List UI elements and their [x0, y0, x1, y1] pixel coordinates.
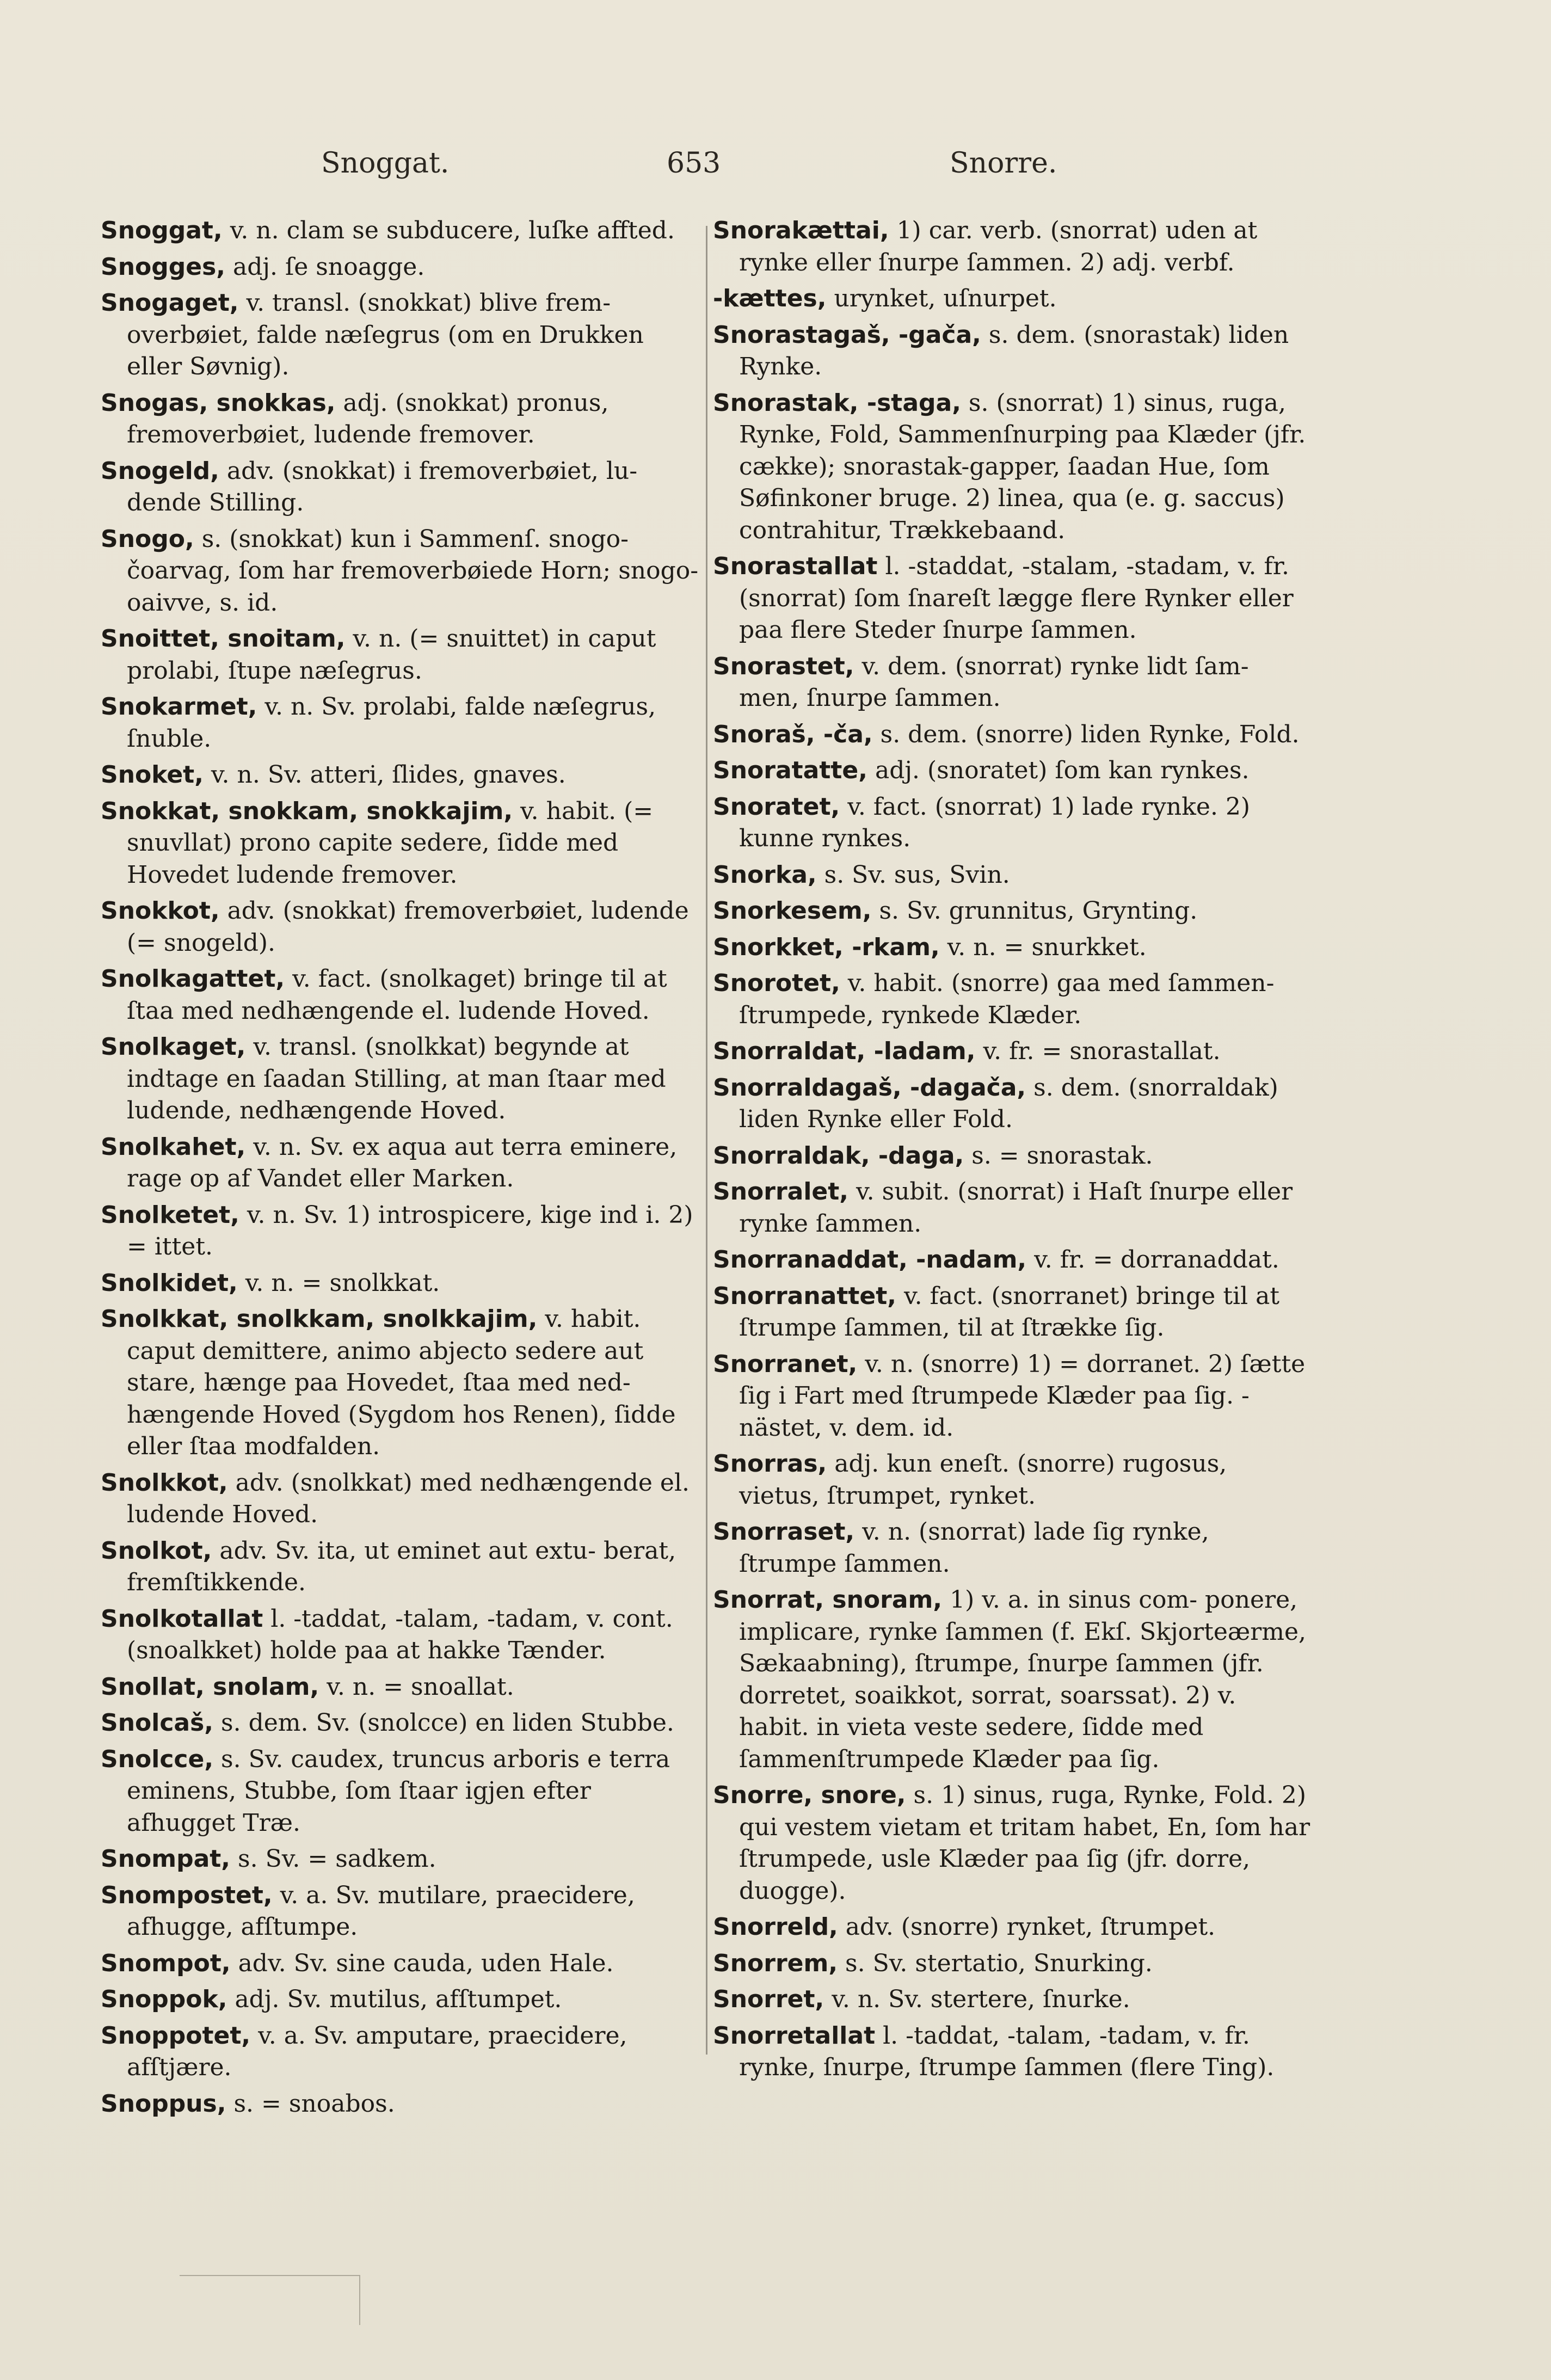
entry-definition: adv. Sv. ita, ut eminet aut extu- berat, fremſtikkende.	[127, 1536, 676, 1596]
entry-definition: s. 1) sinus, ruga, Rynke, Fold. 2) qui vestem vietam et tritam habet, En, ſom har ſtrumpede, usle Klæder paa ſig (jfr. dorre, duogge).	[739, 1781, 1310, 1905]
entry-headword: Snorkesem,	[713, 897, 872, 925]
dictionary-entry	[101, 524, 699, 619]
dictionary-entry	[101, 1268, 699, 1300]
column-divider	[706, 226, 707, 2055]
dictionary-entry	[101, 1671, 699, 1703]
entry-headword: Snorrem,	[713, 1949, 838, 1977]
entry-definition: v. habit. (snorre) gaa med ſammen- ſtrumpede, rynkede Klæder.	[739, 969, 1275, 1029]
entry-definition: v. n. Sv. stertere, ſnurke.	[832, 1985, 1130, 2013]
entry-headword: Snogas, snokkas,	[101, 389, 336, 417]
entry-definition: v. dem. (snorrat) rynke lidt ſam- men, ſnurpe ſammen.	[739, 652, 1249, 712]
entry-definition: l. -staddat, -stalam, -stadam, v. fr. (snorrat) ſom ſnareſt lægge flere Rynker eller paa flere Steder ſnurpe ſammen.	[739, 552, 1294, 644]
dictionary-entry	[713, 1176, 1312, 1240]
dictionary-entry	[713, 1984, 1312, 2016]
entry-definition: v. n. clam se subducere, luſke affted.	[230, 217, 675, 244]
entry-definition: v. n. = snolkkat.	[245, 1269, 440, 1297]
dictionary-entry	[101, 1200, 699, 1263]
entry-headword: Snogeld,	[101, 457, 219, 485]
entry-definition: v. fact. (snolkaget) bringe til at ſtaa med nedhængende el. ludende Hoved.	[127, 965, 667, 1025]
entry-headword: Snorastet,	[713, 652, 854, 680]
entry-headword: Snoppus,	[101, 2089, 226, 2118]
dictionary-entry	[101, 1707, 699, 1739]
entry-definition: 1) car. verb. (snorrat) uden at rynke eller ſnurpe ſammen. 2) adj. verbf.	[739, 217, 1258, 276]
entry-headword: Snorka,	[713, 860, 817, 889]
entry-definition: adv. (snokkat) i fremoverbøiet, lu- dende Stilling.	[127, 457, 638, 516]
dictionary-entry	[713, 283, 1312, 315]
dictionary-entry	[101, 1843, 699, 1875]
entry-definition: s. (snorrat) 1) sinus, ruga, Rynke, Fold, Sammenſnurping paa Klæder (jfr. cække); snorastak-gapper, ſaadan Hue, ſom Søfinkoner bruge. 2) linea, qua (e. g. saccus) contrahitur, Trækkebaand.	[739, 389, 1306, 544]
entry-definition: s. dem. (snorre) liden Rynke, Fold.	[880, 720, 1300, 748]
entry-headword: Snoraš, -ča,	[713, 720, 873, 748]
entry-headword: Snorastagaš, -gača,	[713, 321, 981, 349]
entry-definition: v. n. = snoallat.	[327, 1672, 514, 1701]
entry-headword: Snoket,	[101, 761, 204, 789]
entry-headword: Snorranet,	[713, 1350, 858, 1378]
entry-headword: Snorraset,	[713, 1518, 855, 1546]
entry-definition: v. fr. = snorastallat.	[983, 1037, 1221, 1065]
entry-headword: Snorrat, snoram,	[713, 1586, 943, 1614]
entry-headword: Snorraldagaš, -dagača,	[713, 1073, 1026, 1102]
entry-headword: Snoppok,	[101, 1985, 227, 2013]
entry-definition: l. -taddat, -talam, -tadam, v. fr. rynke, ſnurpe, ſtrumpe ſammen (flere Ting).	[739, 2021, 1275, 2081]
entry-definition: v. n. Sv. prolabi, falde næſegrus, ſnuble.	[127, 693, 656, 753]
entry-definition: 1) v. a. in sinus com- ponere, implicare, rynke ſammen (f. Ekſ. Skjorteærme, Sækaabning), ſtrumpe, ſnurpe ſammen (jfr. dorretet, soaikkot, sorrat, soarssat). 2) v. habit. in vieta veste sedere, ſidde med ſammenſtrumpede Klæder paa ſig.	[739, 1586, 1306, 1773]
dictionary-entry	[101, 1984, 699, 2016]
entry-headword: Snolcce,	[101, 1745, 214, 1773]
dictionary-entry	[101, 963, 699, 1027]
left-column	[101, 215, 699, 2124]
dictionary-entry	[713, 1516, 1312, 1580]
dictionary-entry	[101, 1948, 699, 1980]
entry-headword: Snollat, snolam,	[101, 1672, 319, 1701]
entry-headword: Snorreld,	[713, 1913, 838, 1941]
dictionary-entry	[713, 651, 1312, 715]
entry-headword: Snolketet,	[101, 1201, 239, 1229]
entry-headword: Snompat,	[101, 1845, 231, 1873]
entry-definition: s. = snoabos.	[233, 2089, 395, 2118]
entry-definition: v. fr. = dorranaddat.	[1034, 1246, 1279, 1274]
dictionary-entry	[101, 2088, 699, 2120]
dictionary-entry	[101, 215, 699, 247]
entry-headword: Snoppotet,	[101, 2021, 251, 2050]
entry-definition: l. -taddat, -talam, -tadam, v. cont. (snoalkket) holde paa at hakke Tænder.	[127, 1604, 673, 1664]
dictionary-entry	[713, 1072, 1312, 1136]
entry-headword: Snolkidet,	[101, 1269, 238, 1297]
dictionary-entry	[101, 759, 699, 791]
entry-definition: v. n. Sv. atteri, ſlides, gnaves.	[211, 761, 566, 789]
entry-headword: Snoittet, snoitam,	[101, 625, 346, 653]
entry-definition: s. Sv. sus, Svin.	[824, 860, 1010, 889]
entry-definition: adv. (snorre) rynket, ſtrumpet.	[845, 1913, 1216, 1941]
entry-definition: v. n. Sv. 1) introspicere, kige ind i. 2) = ittet.	[127, 1201, 693, 1260]
entry-definition: s. dem. Sv. (snolcce) en liden Stubbe.	[221, 1709, 674, 1737]
entry-headword: Snokkot,	[101, 897, 220, 925]
entry-headword: Snorret,	[713, 1985, 824, 2013]
running-head-right: Snorre.	[950, 147, 1057, 180]
entry-definition: urynket, uſnurpet.	[834, 285, 1057, 312]
entry-definition: adj. kun eneſt. (snorre) rugosus, vietus, ſtrumpet, rynket.	[739, 1450, 1227, 1510]
dictionary-entry	[713, 1140, 1312, 1172]
entry-definition: s. dem. (snorraldak) liden Rynke eller Fold.	[739, 1073, 1278, 1133]
dictionary-entry	[101, 796, 699, 891]
entry-definition: v. a. Sv. amputare, praecidere, afſtjære.	[127, 2021, 627, 2081]
dictionary-entry	[101, 287, 699, 383]
entry-headword: Snorralet,	[713, 1178, 849, 1206]
entry-definition: s. Sv. grunnitus, Grynting.	[879, 897, 1198, 925]
dictionary-entry	[101, 1880, 699, 1944]
dictionary-entry	[713, 319, 1312, 383]
entry-definition: adv. Sv. sine cauda, uden Hale.	[238, 1949, 614, 1977]
dictionary-entry	[101, 1535, 699, 1599]
dictionary-entry	[713, 1349, 1312, 1444]
entry-definition: v. habit. caput demittere, animo abjecto sedere aut stare, hænge paa Hovedet, ſtaa med ned- hængende Hoved (Sygdom hos Renen), ſidde eller ſtaa modfalden.	[127, 1305, 676, 1460]
entry-headword: Snolkkat, snolkkam, snolkkajim,	[101, 1305, 538, 1333]
entry-headword: Snompot,	[101, 1949, 231, 1977]
dictionary-entry	[101, 1467, 699, 1531]
entry-headword: Snolkagattet,	[101, 965, 285, 993]
entry-definition: v. fact. (snorrat) 1) lade rynke. 2) kunne rynkes.	[739, 792, 1251, 852]
dictionary-entry	[713, 551, 1312, 647]
entry-definition: v. n. (= snuittet) in caput prolabi, ſtupe næſegrus.	[127, 625, 656, 685]
entry-headword: Snorkket, -rkam,	[713, 933, 940, 961]
entry-definition: s. Sv. caudex, truncus arboris e terra eminens, Stubbe, ſom ſtaar igjen efter afhugget Træ.	[127, 1745, 670, 1837]
entry-headword: -kættes,	[713, 285, 827, 312]
entry-headword: Snorras,	[713, 1450, 827, 1478]
entry-definition: v. n. Sv. ex aqua aut terra eminere, rage op af Vandet eller Marken.	[127, 1133, 678, 1192]
dictionary-entry	[713, 1948, 1312, 1980]
entry-headword: Snorakættai,	[713, 217, 889, 244]
dictionary-entry	[713, 791, 1312, 855]
dictionary-entry	[101, 1031, 699, 1127]
entry-definition: adj. ſe snoagge.	[232, 253, 425, 281]
entry-headword: Snorastak, -staga,	[713, 389, 961, 417]
entry-headword: Snorranaddat, -nadam,	[713, 1246, 1027, 1274]
entry-definition: v. transl. (snokkat) blive frem- overbøiet, falde næſegrus (om en Drukken eller Søvnig).	[127, 289, 644, 380]
entry-definition: s. Sv. = sadkem.	[238, 1845, 436, 1873]
entry-definition: s. = snorastak.	[971, 1141, 1153, 1170]
dictionary-entry	[713, 755, 1312, 787]
entry-headword: Snolkot,	[101, 1536, 212, 1565]
dictionary-entry	[101, 691, 699, 755]
dictionary-entry	[101, 1603, 699, 1667]
entry-headword: Snompostet,	[101, 1881, 273, 1909]
dictionary-entry	[101, 623, 699, 687]
right-column	[713, 215, 1312, 2088]
entry-headword: Snorraldak, -daga,	[713, 1141, 964, 1170]
entry-definition: adv. (snolkkat) med nedhængende el. ludende Hoved.	[127, 1468, 690, 1528]
entry-definition: v. n. (snorrat) lade ſig rynke, ſtrumpe ſammen.	[739, 1518, 1209, 1578]
entry-headword: Snorranattet,	[713, 1282, 897, 1310]
dictionary-entry	[101, 895, 699, 959]
dictionary-entry	[713, 932, 1312, 964]
dictionary-entry	[713, 1281, 1312, 1344]
dictionary-entry	[101, 1131, 699, 1195]
entry-headword: Snoratet,	[713, 792, 840, 821]
dictionary-entry	[713, 2020, 1312, 2084]
entry-headword: Snolcaš,	[101, 1709, 214, 1737]
entry-definition: adj. Sv. mutilus, afſtumpet.	[235, 1985, 562, 2013]
entry-definition: s. (snokkat) kun i Sammenſ. snogo- čoarvag, ſom har fremoverbøiede Horn; snogo-oaivve, s. id.	[127, 525, 699, 617]
dictionary-entry	[713, 1584, 1312, 1775]
entry-headword: Snolkotallat	[101, 1604, 263, 1633]
entry-definition: s. Sv. stertatio, Snurking.	[845, 1949, 1153, 1977]
dictionary-entry	[713, 968, 1312, 1031]
entry-headword: Snorretallat	[713, 2021, 876, 2050]
dictionary-entry	[713, 859, 1312, 891]
entry-definition: s. dem. (snorastak) liden Rynke.	[739, 321, 1289, 380]
running-head-left: Snoggat.	[321, 147, 450, 180]
dictionary-entry	[101, 388, 699, 451]
dictionary-entry	[101, 1303, 699, 1463]
entry-definition: v. transl. (snolkkat) begynde at indtage en ſaadan Stilling, at man ſtaar med ludende, nedhængende Hoved.	[127, 1033, 666, 1124]
entry-headword: Snorre, snore,	[713, 1781, 906, 1809]
dictionary-entry	[713, 388, 1312, 547]
dictionary-entry	[101, 456, 699, 519]
entry-definition: v. n. (snorre) 1) = dorranet. 2) ſætte ſig i Fart med ſtrumpede Klæder paa ſig. -nästet, v. dem. id.	[739, 1350, 1306, 1442]
dictionary-entry	[713, 1911, 1312, 1944]
dictionary-entry	[101, 251, 699, 284]
dictionary-entry	[713, 1036, 1312, 1068]
entry-headword: Snorastallat	[713, 552, 878, 580]
page-number: 653	[667, 147, 721, 180]
dictionary-entry	[713, 895, 1312, 927]
entry-definition: v. a. Sv. mutilare, praecidere, afhugge, afſtumpe.	[127, 1881, 635, 1941]
entry-headword: Snolkkot,	[101, 1468, 228, 1497]
dictionary-entry	[713, 1244, 1312, 1276]
entry-definition: adv. (snokkat) fremoverbøiet, ludende (= snogeld).	[127, 897, 689, 957]
dictionary-entry	[713, 1448, 1312, 1512]
dictionary-entry	[713, 1780, 1312, 1907]
entry-headword: Snogaget,	[101, 289, 239, 317]
entry-headword: Snokkat, snokkam, snokkajim,	[101, 797, 513, 825]
entry-headword: Snorotet,	[713, 969, 840, 997]
entry-headword: Snoratatte,	[713, 757, 867, 784]
dictionary-entry	[101, 2020, 699, 2084]
entry-headword: Snolkahet,	[101, 1133, 246, 1161]
entry-headword: Snoggat,	[101, 217, 223, 244]
entry-definition: v. subit. (snorrat) i Haſt ſnurpe eller rynke ſammen.	[739, 1178, 1293, 1238]
entry-headword: Snokarmet,	[101, 693, 257, 721]
entry-definition: v. habit. (= snuvllat) prono capite sedere, ſidde med Hovedet ludende fremover.	[127, 797, 654, 889]
page-edge-mark	[180, 2275, 360, 2325]
entry-definition: v. fact. (snorranet) bringe til at ſtrumpe ſammen, til at ſtrække ſig.	[739, 1282, 1280, 1342]
dictionary-entry	[101, 1744, 699, 1840]
entry-headword: Snogges,	[101, 253, 225, 281]
entry-definition: adj. (snokkat) pronus, fremoverbøiet, ludende fremover.	[127, 389, 609, 448]
entry-headword: Snorraldat, -ladam,	[713, 1037, 976, 1065]
dictionary-entry	[713, 215, 1312, 279]
entry-definition: v. n. = snurkket.	[947, 933, 1147, 961]
entry-definition: adj. (snoratet) ſom kan rynkes.	[875, 757, 1250, 784]
entry-headword: Snogo,	[101, 525, 194, 553]
dictionary-entry	[713, 719, 1312, 751]
entry-headword: Snolkaget,	[101, 1033, 246, 1061]
